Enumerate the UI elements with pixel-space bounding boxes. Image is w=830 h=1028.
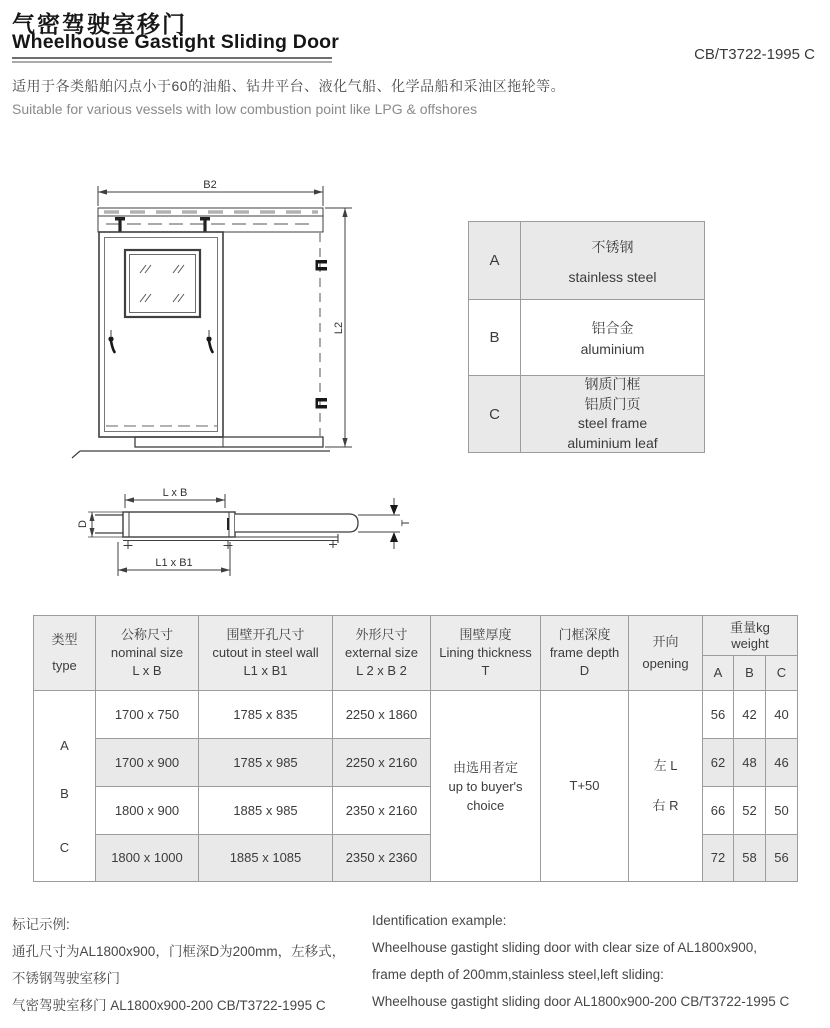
description-english: Suitable for various vessels with low combustion point like LPG & offshores [12, 101, 478, 117]
header-line: 开向 [652, 634, 679, 649]
footer-line: 不锈钢驾驶室移门 [12, 971, 120, 986]
guide-clips [316, 260, 328, 409]
description-chinese: 适用于各类船舶闪点小于60的油船、钻井平台、液化气船、化学品船和采油区拖轮等。 [12, 78, 566, 94]
cell-lining-merged [431, 691, 541, 882]
cell-value: T+50 [569, 778, 600, 793]
header-line: D [579, 663, 590, 678]
cell-value: 1785 x 985 [233, 754, 298, 770]
cell-value: 2350 x 2360 [345, 850, 418, 865]
cell-weight-b [734, 691, 766, 739]
material-line: aluminium [580, 341, 645, 357]
col-header-type [34, 616, 96, 691]
material-line: 铝合金 [591, 320, 634, 336]
header-line: external size [345, 645, 418, 660]
hanger-bolts [115, 217, 210, 233]
cell-weight-b [734, 835, 766, 882]
cell-weight-c [766, 739, 798, 787]
footer-line: Identification example: [372, 913, 507, 928]
cell-weight-a [703, 691, 734, 739]
material-type-label: C [489, 405, 500, 423]
header-line: 门框深度 [558, 627, 611, 642]
cell-weight-b [734, 787, 766, 835]
header-line: 围壁开孔尺寸 [226, 627, 305, 642]
footer-line: 气密驾驶室移门 AL1800x900-200 CB/T3722-1995 C [12, 998, 326, 1013]
col-header-weight-b [734, 656, 766, 691]
footer-line: 通孔尺寸为AL1800x900，门框深D为200mm，左移式， [12, 944, 346, 959]
header-line: frame depth [549, 645, 620, 660]
page-title-chinese: 气密驾驶室移门 [12, 11, 187, 37]
header-line: cutout in steel wall [212, 645, 319, 660]
header-line: 重量kg [730, 619, 770, 635]
cell-nominal [96, 691, 199, 739]
cell-value: 左 L [653, 758, 678, 773]
cell-cutout [199, 739, 333, 787]
cell-value: choice [466, 797, 505, 813]
cell-cutout [199, 691, 333, 739]
dim-label-lxb: L x B [162, 487, 188, 499]
header-line: nominal size [110, 645, 184, 660]
cell-value: 2250 x 1860 [345, 706, 418, 722]
cell-value: 1700 x 750 [114, 706, 180, 722]
col-header-weight-c [766, 656, 798, 691]
materials-table [468, 221, 705, 453]
cell-external [333, 787, 431, 835]
col-header-weight-a [703, 656, 734, 691]
header-line: weight [731, 635, 769, 651]
header-line: L x B [132, 663, 162, 678]
header-line: A [713, 665, 723, 680]
cell-value: 右 R [652, 798, 679, 813]
col-header-nominal [96, 616, 199, 691]
title-underline [12, 57, 332, 63]
type-letter: C [59, 840, 70, 855]
cell-value: 1800 x 1000 [111, 850, 183, 865]
material-desc-b [521, 300, 705, 376]
header-line: L 2 x B 2 [356, 663, 407, 678]
cell-value: 50 [774, 802, 789, 818]
footer-line: frame depth of 200mm,stainless steel,left sliding: [372, 967, 664, 982]
cell-external [333, 835, 431, 882]
col-header-cutout [199, 616, 333, 691]
cell-value: 66 [710, 802, 726, 818]
type-letter: A [60, 738, 69, 753]
material-type-label: B [489, 329, 500, 346]
cell-value: 52 [742, 802, 757, 818]
cell-value: 72 [710, 850, 726, 865]
col-header-depth [541, 616, 629, 691]
cell-weight-a [703, 787, 734, 835]
dim-label-l2: L2 [333, 321, 345, 335]
col-header-external [333, 616, 431, 691]
header-line: T [481, 663, 490, 678]
cell-value: 1700 x 900 [114, 754, 180, 770]
material-line: aluminium leaf [567, 434, 658, 451]
header-line: Lining thickness [439, 645, 532, 660]
header-line: 围壁厚度 [459, 627, 512, 642]
cell-value: 48 [742, 754, 757, 770]
dim-label-t: T [400, 519, 412, 527]
col-header-opening [629, 616, 703, 691]
header-line: type [52, 658, 77, 673]
dim-label-d: D [77, 520, 89, 528]
technical-drawing [0, 130, 830, 610]
type-letter: B [60, 786, 69, 801]
cell-cutout [199, 835, 333, 882]
spec-table [33, 615, 798, 882]
col-header-lining [431, 616, 541, 691]
cell-external [333, 739, 431, 787]
cell-cutout [199, 787, 333, 835]
header-line: C [776, 665, 787, 680]
header-line: 外形尺寸 [355, 627, 408, 642]
cell-value: 2350 x 2160 [345, 802, 418, 818]
footer-line: 标记示例: [12, 917, 70, 932]
cell-weight-b [734, 739, 766, 787]
cell-value: 由选用者定 [452, 759, 518, 775]
cell-value: 1785 x 835 [233, 706, 298, 722]
cell-depth-merged [541, 691, 629, 882]
material-line: 不锈钢 [591, 238, 634, 255]
header-line: B [745, 665, 754, 680]
cell-nominal [96, 787, 199, 835]
material-type-b [469, 300, 521, 376]
cell-external [333, 691, 431, 739]
material-type-c [469, 376, 521, 453]
cell-weight-c [766, 835, 798, 882]
material-desc-c [521, 376, 705, 453]
cell-weight-c [766, 691, 798, 739]
cell-weight-a [703, 739, 734, 787]
dim-label-l1xb1: L1 x B1 [155, 557, 193, 569]
material-type-label: A [489, 252, 500, 269]
cell-nominal [96, 835, 199, 882]
cell-nominal [96, 739, 199, 787]
cell-value: 1885 x 1085 [229, 850, 302, 865]
material-line: steel frame [577, 415, 648, 431]
material-line: 钢质门框 [584, 376, 641, 392]
cell-opening-merged [629, 691, 703, 882]
material-line: 铝质门页 [584, 395, 641, 412]
cell-value: 40 [774, 706, 789, 722]
cell-value: 58 [742, 850, 757, 865]
cell-value: up to buyer's [448, 778, 523, 794]
cell-weight-c [766, 787, 798, 835]
cell-value: 42 [742, 706, 757, 722]
footer-line: Wheelhouse gastight sliding door with clear size of AL1800x900, [372, 940, 757, 955]
dim-label-b2: B2 [203, 179, 217, 191]
cell-value: 1800 x 900 [114, 802, 180, 818]
material-type-a [469, 222, 521, 300]
standard-code: CB/T3722-1995 C [694, 46, 815, 63]
col-header-weight [703, 616, 798, 656]
header-line: L1 x B1 [243, 663, 288, 678]
header-line: 公称尺寸 [120, 627, 173, 642]
cell-value: 62 [710, 754, 726, 770]
type-letter-column [34, 691, 96, 882]
page-title-english: Wheelhouse Gastight Sliding Door [12, 31, 340, 53]
cell-value: 56 [710, 706, 726, 722]
cell-value: 2250 x 2160 [345, 754, 418, 770]
header-line: 类型 [51, 632, 78, 647]
material-desc-a [521, 222, 705, 300]
cell-value: 56 [774, 850, 789, 865]
cell-weight-a [703, 835, 734, 882]
header-line: opening [642, 656, 689, 671]
footer-line: Wheelhouse gastight sliding door AL1800x900-200 CB/T3722-1995 C [372, 994, 790, 1009]
cell-value: 1885 x 985 [233, 802, 298, 818]
cell-value: 46 [774, 754, 789, 770]
material-line: stainless steel [568, 268, 657, 285]
